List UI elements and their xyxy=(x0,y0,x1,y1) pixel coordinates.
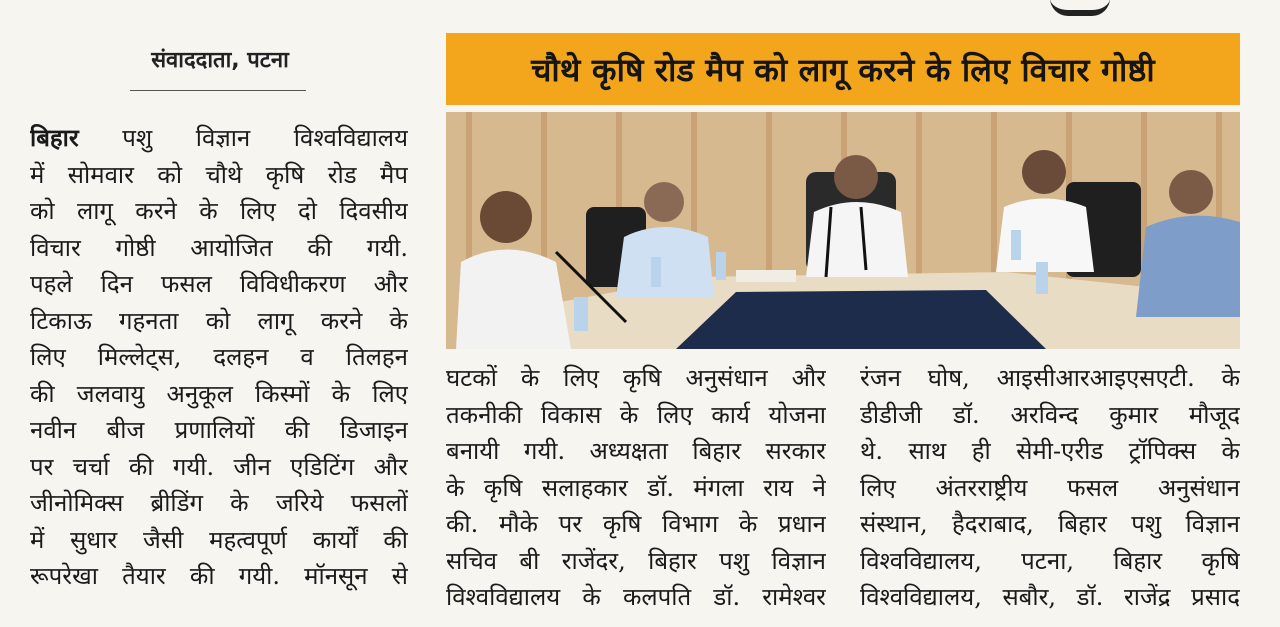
article-line: में सुधार जैसी महत्वपूर्ण कार्यों की xyxy=(30,525,408,554)
article-column-2 xyxy=(446,360,826,627)
article-line: को लागू करने के लिए दो दिवसीय xyxy=(30,197,408,225)
byline: संवाददाता, पटना xyxy=(151,48,289,73)
byline-divider xyxy=(130,90,306,91)
article-line: की. मौके पर कृषि विभाग के प्रधान xyxy=(446,510,826,538)
article-line: संस्थान, हैदराबाद, बिहार पशु विज्ञान xyxy=(860,510,1240,538)
article-line: थे. साथ ही सेमी-एरीड ट्रॉपिक्स के xyxy=(860,437,1240,465)
article-line: में सोमवार को चौथे कृषि रोड मैप xyxy=(30,160,408,189)
article-line: नवीन बीज प्रणालियों की डिजाइन xyxy=(30,416,408,444)
article-column-3 xyxy=(860,360,1240,627)
article-line: विश्वविद्यालय के कलपति डॉ. रामेश्वर xyxy=(446,583,826,611)
article-line: सचिव बी राजेंदर, बिहार पशु विज्ञान xyxy=(446,546,826,575)
headline: चौथे कृषि रोड मैप को लागू करने के लिए विचार गोष्ठी xyxy=(446,33,1240,105)
article-line: रूपरेखा तैयार की गयी. मॉनसून से xyxy=(30,562,408,590)
article-line: टिकाऊ गहनता को लागू करने के xyxy=(30,306,408,335)
article-line: की जलवायु अनुकूल किस्मों के लिए xyxy=(30,379,408,408)
article-line: विश्वविद्यालय, सबौर, डॉ. राजेंद्र प्रसाद xyxy=(860,583,1240,611)
article-line: बनायी गयी. अध्यक्षता बिहार सरकार xyxy=(446,437,826,465)
article-line: पहले दिन फसल विविधीकरण और xyxy=(30,270,408,298)
masthead-fragment xyxy=(1050,0,1110,16)
article-line: लिए अंतरराष्ट्रीय फसल अनुसंधान xyxy=(860,473,1240,502)
article-line xyxy=(30,120,408,157)
article-line: घटकों के लिए कृषि अनुसंधान और xyxy=(446,364,826,392)
article-line: जीनोमिक्स ब्रीडिंग के जरिये फसलों xyxy=(30,489,408,517)
meeting-photo xyxy=(446,112,1240,349)
article-line: डीडीजी डॉ. अरविन्द कुमार मौजूद xyxy=(860,400,1240,429)
article-line: विचार गोष्ठी आयोजित की गयी. xyxy=(30,233,408,262)
article-line: विश्वविद्यालय, पटना, बिहार कृषि xyxy=(860,546,1240,575)
article-line: रंजन घोष, आइसीआरआइएसएटी. के xyxy=(860,364,1240,392)
article-line: लिए मिल्लेट्स, दलहन व तिलहन xyxy=(30,343,408,371)
article-line: तकनीकी विकास के लिए कार्य योजना xyxy=(446,400,826,429)
article-line: के कृषि सलाहकार डॉ. मंगला राय ने xyxy=(446,473,826,502)
article-line-text: पशु विज्ञान विश्वविद्यालय xyxy=(122,124,408,152)
article-line: पर चर्चा की गयी. जीन एडिटिंग और xyxy=(30,452,408,481)
article-lead-word: बिहार xyxy=(30,124,79,152)
article-column-1 xyxy=(30,120,408,627)
